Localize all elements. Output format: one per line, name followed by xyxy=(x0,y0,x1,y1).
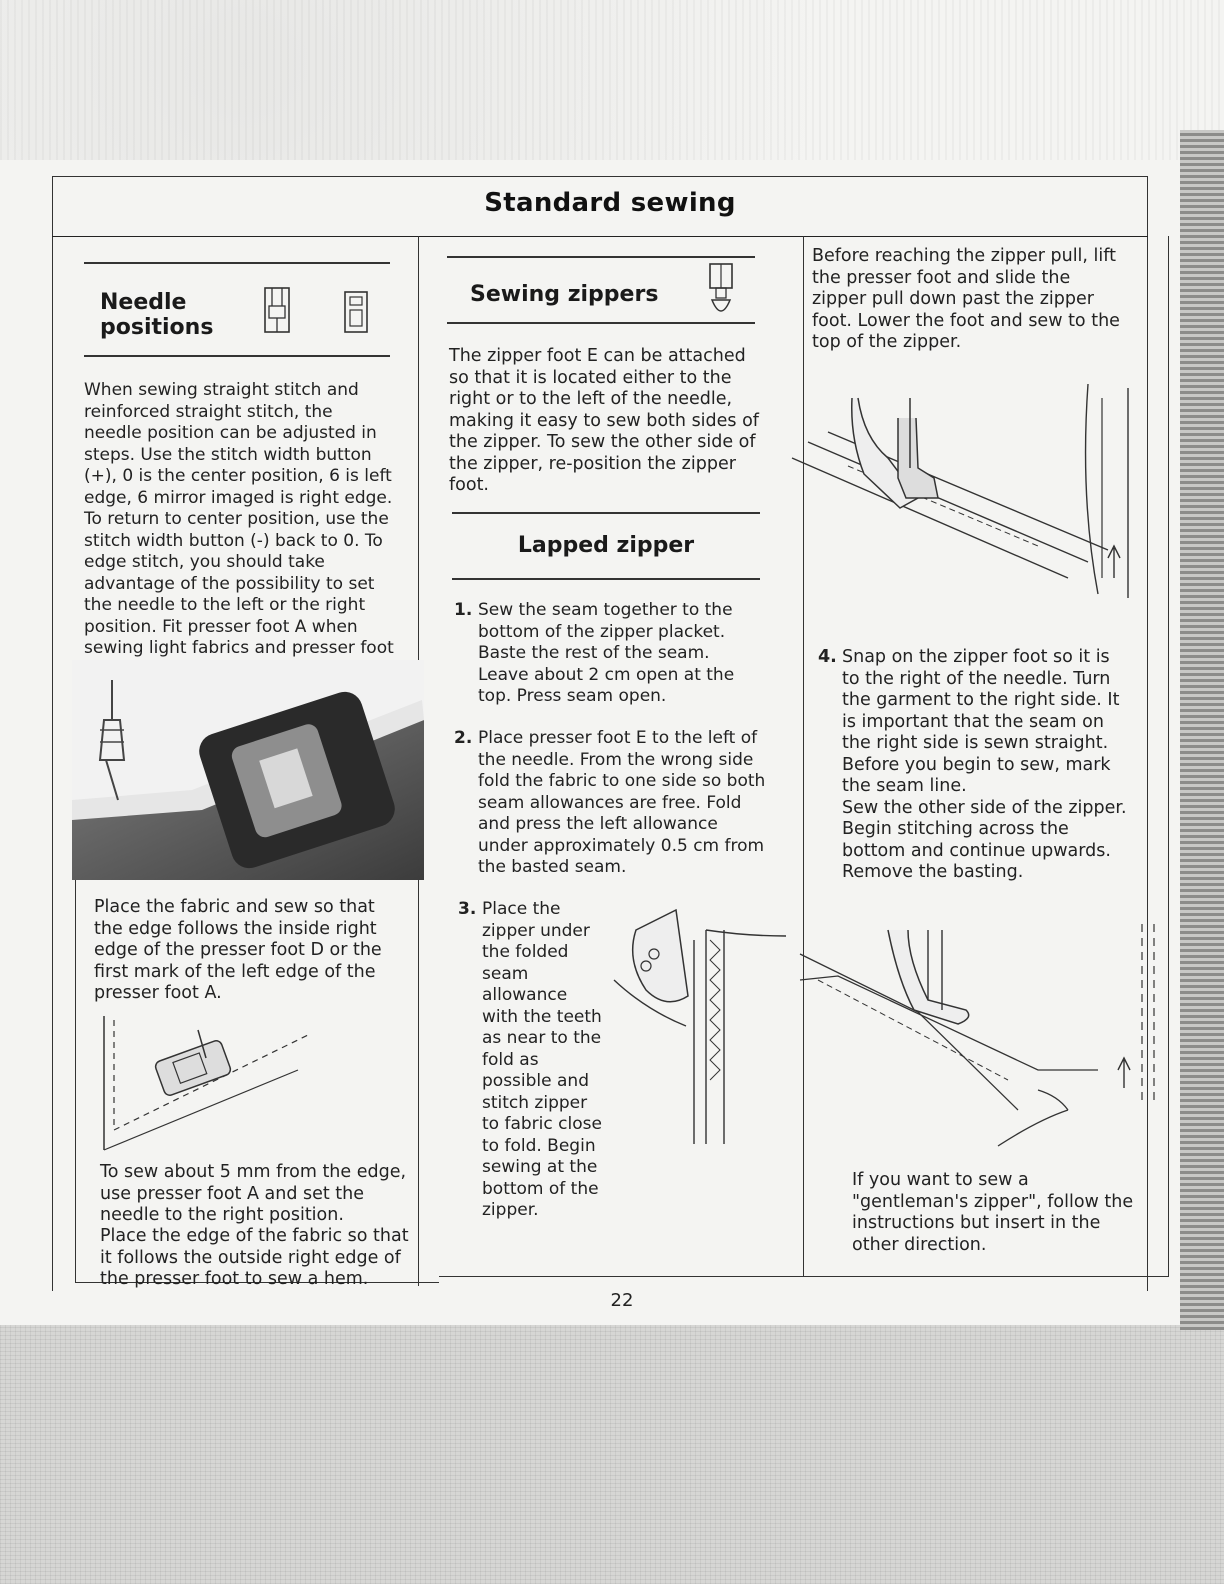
needle-positions-heading xyxy=(100,290,213,340)
step-text: Place presser foot E to the left of the needle. From the wrong side fold the fabric to one side so both seam allowances are free. Fold and press the left allowance under approximately 0.5 cm from the basted seam. xyxy=(478,728,766,877)
scan-edge-right xyxy=(1180,130,1224,1330)
needle-positions-paragraph: When sewing straight stitch and reinforced straight stitch, the needle position can be adjusted in steps. Use the stitch width button (+), 0 is the center position, 6 is left edge, 6 mirror imaged is right edge. To return to center position, use the stitch width button (-) back to 0. To edge stitch, you should take advantage of the possibility to set the needle to the left or the right position. Fit presser foot A when sewing light fabrics and presser foot xyxy=(84,380,394,658)
bottom-border-right xyxy=(439,1276,1169,1277)
step-text: Sew the seam together to the bottom of the zipper placket. Baste the rest of the seam. Leave about 2 cm open at the top. Press seam open. xyxy=(478,600,735,706)
step-number: 3. xyxy=(458,899,477,919)
zipper-topstitch-illustration xyxy=(798,920,1168,1148)
step-text xyxy=(842,647,1130,884)
section-rule xyxy=(84,355,390,357)
step-2 xyxy=(454,728,766,879)
heading-line-2: positions xyxy=(100,315,214,340)
step-4 xyxy=(818,647,1130,884)
heading-line-1: Needle xyxy=(100,290,187,315)
left-edge-lower xyxy=(75,880,76,1282)
right-edge xyxy=(1168,236,1169,1276)
section-rule xyxy=(84,262,390,264)
zipper-pull-paragraph: Before reaching the zipper pull, lift the presser foot and slide the zipper pull down past the zipper foot. Lower the foot and sew to the top of the zipper. xyxy=(812,246,1120,352)
lapped-zipper-heading: Lapped zipper xyxy=(517,533,695,558)
edge-guide-paragraph: Place the fabric and sew so that the edge follows the inside right edge of the presser foot D or the first mark of the left edge of the presser foot A. xyxy=(94,897,382,1003)
section-rule xyxy=(452,578,760,580)
step-1 xyxy=(454,600,764,708)
step-text: Place the zipper under the folded seam allowance with the teeth as near to the fold as possible and stitch zipper to fabric close to fold. Begin sewing at the bottom of the zipper. xyxy=(482,899,602,1220)
step-4-text: Snap on the zipper foot so it is to the right of the needle. Turn the garment to the right side. It is important that the seam on the right side is sewn straight. Before you begin to sew, mark the seam line. xyxy=(842,647,1120,796)
presser-foot-a-icon xyxy=(262,286,292,334)
presser-foot-d-icon xyxy=(342,290,370,334)
presser-foot-photo xyxy=(72,660,424,880)
zipper-stitching-illustration xyxy=(788,378,1138,604)
zipper-intro-paragraph: The zipper foot E can be attached so that it is located either to the right or to the left of the needle, making it easy to sew both sides of the zipper. To sew the other side of the zipper, re-position the zipper foot. xyxy=(449,346,759,495)
hem-edge-paragraph: Place the edge of the fabric so that it follows the outside right edge of the presser foot to sew a hem. xyxy=(100,1226,409,1289)
step-3 xyxy=(458,899,606,1222)
page-title: Standard sewing xyxy=(484,188,736,218)
scan-shadow-bottom xyxy=(0,1325,1224,1584)
header-divider xyxy=(52,236,1148,237)
section-rule xyxy=(447,256,755,258)
gentlemans-zipper-paragraph: If you want to sew a "gentleman's zipper", follow the instructions but insert in the other direction. xyxy=(852,1170,1134,1255)
zipper-foot-icon xyxy=(702,262,740,320)
step-number: 2. xyxy=(454,728,473,748)
scan-shadow-top xyxy=(0,0,1224,160)
step-number: 1. xyxy=(454,600,473,620)
hem-foot-illustration xyxy=(98,1010,318,1160)
hem-paragraph: To sew about 5 mm from the edge, use presser foot A and set the needle to the right position. xyxy=(100,1162,407,1225)
zipper-fold-illustration xyxy=(606,900,788,1148)
section-rule xyxy=(452,512,760,514)
section-rule xyxy=(447,322,755,324)
sewing-zippers-heading: Sewing zippers xyxy=(470,282,659,307)
step-number: 4. xyxy=(818,647,837,667)
page-number: 22 xyxy=(610,1290,634,1311)
step-4-text-continued: Sew the other side of the zipper. Begin stitching across the bottom and continue upwards. Remove the basting. xyxy=(842,797,1127,882)
